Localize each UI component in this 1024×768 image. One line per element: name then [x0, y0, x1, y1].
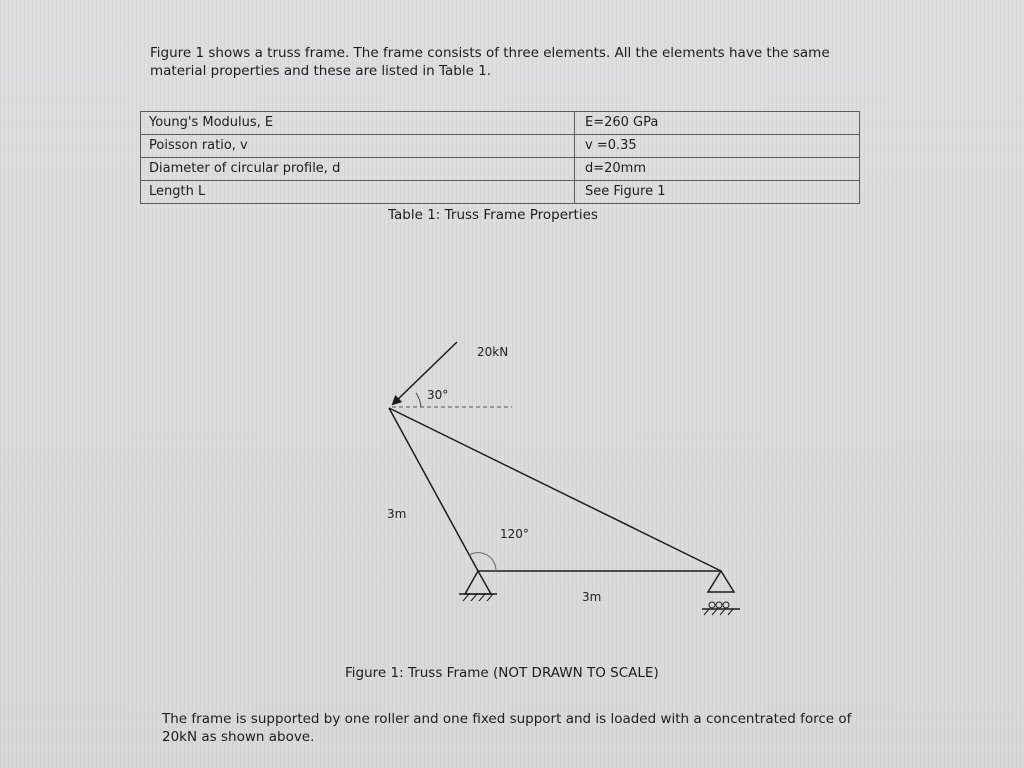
- property-value: See Figure 1: [575, 181, 860, 204]
- force-angle-label: 30°: [427, 388, 449, 402]
- force-label: 20kN: [477, 345, 509, 359]
- figure-caption: Figure 1: Truss Frame (NOT DRAWN TO SCALE): [345, 665, 659, 681]
- left-member-length: 3m: [387, 507, 407, 521]
- roller-support-icon: [702, 571, 740, 615]
- property-name: Diameter of circular profile, d: [141, 158, 575, 181]
- inner-angle-label: 120°: [500, 527, 529, 541]
- property-name: Poisson ratio, v: [141, 135, 575, 158]
- fixed-support-icon: [459, 571, 497, 601]
- outro-paragraph: The frame is supported by one roller and one fixed support and is loaded with a concentrated force of 20kN as shown above.: [162, 711, 852, 745]
- bottom-member-length: 3m: [582, 590, 602, 604]
- intro-paragraph: Figure 1 shows a truss frame. The frame consists of three elements. All the elements have the same material properties and these are listed in Table 1.: [150, 45, 830, 79]
- member-left: [389, 408, 478, 571]
- property-name: Young's Modulus, E: [141, 112, 575, 135]
- property-name: Length L: [141, 181, 575, 204]
- member-diagonal: [389, 408, 721, 571]
- property-value: d=20mm: [575, 158, 860, 181]
- property-value: v =0.35: [575, 135, 860, 158]
- force-angle-arc: [416, 393, 421, 407]
- property-value: E=260 GPa: [575, 112, 860, 135]
- table-caption: Table 1: Truss Frame Properties: [388, 207, 598, 223]
